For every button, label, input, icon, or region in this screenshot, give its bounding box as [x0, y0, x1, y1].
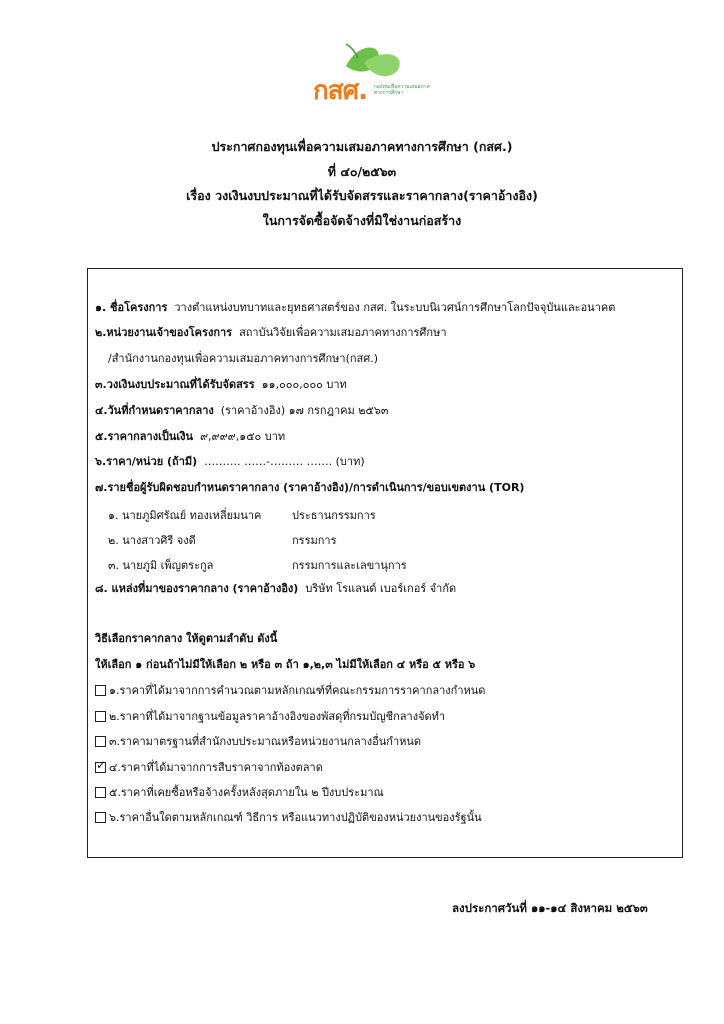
- option-text: ๓.ราคามาตรฐานที่สำนักงบประมาณหรือหน่วยงานกลางอื่นกำหนด: [109, 735, 422, 748]
- project-label: ๑. ชื่อโครงการ: [95, 301, 168, 314]
- logo-wordmark: กสศ.: [313, 76, 367, 106]
- option-text: ๖.ราคาอื่นใดตามหลักเกณฑ์ วิธีการ หรือแนวทางปฏิบัติของหน่วยงานของรัฐนั้น: [109, 811, 482, 824]
- source-label: ๘. แหล่งที่มาของราคากลาง (ราคาอ้างอิง): [95, 582, 299, 595]
- option-checkbox[interactable]: [95, 758, 107, 773]
- agency-row-2: [108, 352, 378, 366]
- option-text: ๑.ราคาที่ได้มาจากการคำนวณตามหลักเกณฑ์ที่คณะกรรมการราคากลางกำหนด: [109, 684, 486, 697]
- check-mark-icon: ✓: [96, 758, 107, 772]
- method-heading: วิธีเลือกราคากลาง ให้ดูตามลำดับ ดังนี้: [95, 632, 278, 645]
- title-line-2: ที่ ๔๐/๒๕๖๓: [327, 163, 397, 179]
- title-line-1: ประกาศกองทุนเพื่อความเสมอภาคทางการศึกษา (กสศ.): [211, 139, 513, 154]
- option-row: [95, 811, 482, 825]
- member-role: กรรมการและเลขานุการ: [292, 559, 407, 572]
- option-row: [95, 684, 485, 698]
- announcement-title: [0, 135, 724, 233]
- agency-row: [95, 326, 447, 340]
- option-text: ๔.ราคาที่ได้มาจากการสืบราคาจากท้องตลาด: [109, 761, 323, 774]
- member-role: กรรมการ: [292, 534, 337, 547]
- announcement-date: ลงประกาศวันที่ ๑๑-๑๔ สิงหาคม ๒๕๖๓: [452, 901, 648, 915]
- option-checkbox[interactable]: [95, 736, 106, 747]
- member-name: ๑. นายภูมิศรัณย์ ทองเหลี่ยมนาค: [108, 509, 262, 522]
- date-value: (ราคาอ้างอิง) ๑๗ กรกฎาคม ๒๕๖๓: [220, 404, 389, 417]
- title-line-3: เรื่อง วงเงินงบประมาณที่ได้รับจัดสรรและราคากลาง(ราคาอ้างอิง): [186, 188, 538, 203]
- agency-label: ๒.หน่วยงานเจ้าของโครงการ: [95, 326, 233, 339]
- option-row: [95, 735, 421, 749]
- logo-subtitle: กองทุนเพื่อความเสมอภาคทางการศึกษา: [374, 84, 430, 96]
- budget-label: ๓.วงเงินงบประมาณที่ได้รับจัดสรร: [95, 378, 255, 391]
- source-row: [95, 582, 456, 596]
- agency-value-2: /สำนักงานกองทุนเพื่อความเสมอภาคทางการศึกษา(กสศ.): [108, 352, 378, 365]
- median-row: [95, 430, 285, 444]
- member-role: ประธานกรรมการ: [292, 509, 376, 522]
- date-label: ๔.วันที่กำหนดราคากลาง: [95, 404, 214, 417]
- option-row: [95, 710, 445, 724]
- option-row: [95, 758, 323, 775]
- method-rule: ให้เลือก ๑ ก่อนถ้าไม่มีให้เลือก ๒ หรือ ๓ ถ้า ๑,๒,๓ ไม่มีให้เลือก ๔ หรือ ๕ หรือ ๖: [95, 658, 476, 671]
- date-row: [95, 404, 388, 418]
- option-checkbox[interactable]: [95, 711, 106, 722]
- agency-value: สถาบันวิจัยเพื่อความเสมอภาคทางการศึกษา: [239, 326, 447, 339]
- source-value: บริษัท โรแลนด์ เบอร์เกอร์ จำกัด: [305, 582, 457, 595]
- median-label: ๕.ราคากลางเป็นเงิน: [95, 430, 193, 443]
- option-checkbox[interactable]: [95, 787, 106, 798]
- budget-row: [95, 378, 347, 392]
- median-value: ๙,๙๙๙,๑๕๐ บาท: [200, 430, 286, 443]
- committee-label: ๗.รายชื่อผู้รับผิดชอบกำหนดราคากลาง (ราคาอ้างอิง)/การดำเนินการ/ขอบเขตงาน (TOR): [95, 481, 525, 494]
- title-line-4: ในการจัดซื้อจัดจ้างที่มิใช่งานก่อสร้าง: [262, 212, 462, 228]
- option-text: ๒.ราคาที่ได้มาจากฐานข้อมูลราคาอ้างอิงของพัสดุที่กรมบัญชีกลางจัดทำ: [109, 710, 446, 723]
- member-name: ๒. นางสาวศิรี จงดี: [108, 534, 196, 547]
- member-name: ๓. นายภูมิ เพ็ญตระกูล: [108, 559, 214, 572]
- option-checkbox[interactable]: [95, 685, 106, 696]
- unit-row: [95, 455, 365, 469]
- unit-value: ………. ……-……… ……. (บาท): [204, 455, 365, 468]
- option-text: ๕.ราคาที่เคยซื้อหรือจ้างครั้งหลังสุดภายใน ๒ ปีงบประมาณ: [109, 786, 384, 799]
- budget-value: ๑๑,๐๐๐,๐๐๐ บาท: [261, 378, 347, 391]
- project-value: วางตำแหน่งบทบาทและยุทธศาสตร์ของ กสศ. ในระบบนิเวศน์การศึกษาโลกปัจจุบันและอนาคต: [174, 301, 616, 314]
- option-row: [95, 786, 384, 800]
- project-row: [95, 301, 615, 315]
- option-checkbox[interactable]: [95, 812, 106, 823]
- unit-label: ๖.ราคา/หน่วย (ถ้ามี): [95, 455, 198, 468]
